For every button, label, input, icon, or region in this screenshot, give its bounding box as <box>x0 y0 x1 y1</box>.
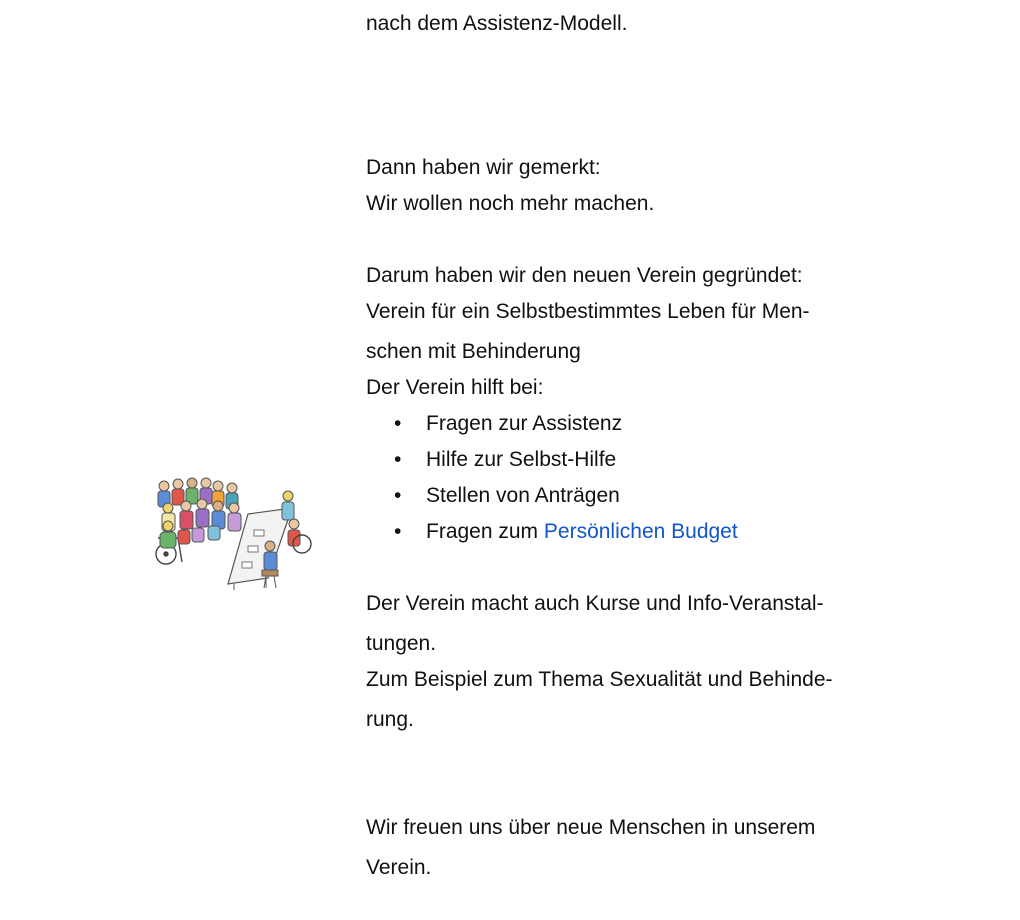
text-line-tungen: tungen. <box>366 632 437 655</box>
text-line-rung: rung. <box>366 708 414 731</box>
text-line-verein-name-part1: Verein für ein Selbstbestimmtes Leben für Men- <box>366 300 810 323</box>
text-line-sexualitaet: Zum Beispiel zum Thema Sexualität und Behinde- <box>366 668 833 691</box>
persoenliches-budget-link[interactable]: Persönlichen Budget <box>543 520 738 543</box>
list-item <box>426 520 738 544</box>
list-item: Stellen von Anträgen <box>426 484 620 507</box>
text-line-gemerkt: Dann haben wir gemerkt: <box>366 156 601 179</box>
list-item-text: Fragen zum <box>426 520 544 543</box>
meeting-group-illustration-icon <box>152 474 312 590</box>
text-line-verein-hilft: Der Verein hilft bei: <box>366 376 544 399</box>
list-bullet: • <box>394 484 402 507</box>
text-line-assistenz-modell: nach dem Assistenz-Modell. <box>366 12 628 35</box>
text-line-verein-gegruendet: Darum haben wir den neuen Verein gegründet: <box>366 264 803 287</box>
text-line-kurse: Der Verein macht auch Kurse und Info-Veranstal- <box>366 592 824 615</box>
text-line-verein-name-part2: schen mit Behinderung <box>366 340 581 363</box>
text-line-verein: Verein. <box>366 856 432 879</box>
text-line-neue-menschen: Wir freuen uns über neue Menschen in unserem <box>366 816 816 839</box>
text-line-mehr-machen: Wir wollen noch mehr machen. <box>366 192 655 215</box>
list-item: Hilfe zur Selbst-Hilfe <box>426 448 617 471</box>
list-bullet: • <box>394 520 402 543</box>
list-item: Fragen zur Assistenz <box>426 412 623 435</box>
list-bullet: • <box>394 412 402 435</box>
list-bullet: • <box>394 448 402 471</box>
